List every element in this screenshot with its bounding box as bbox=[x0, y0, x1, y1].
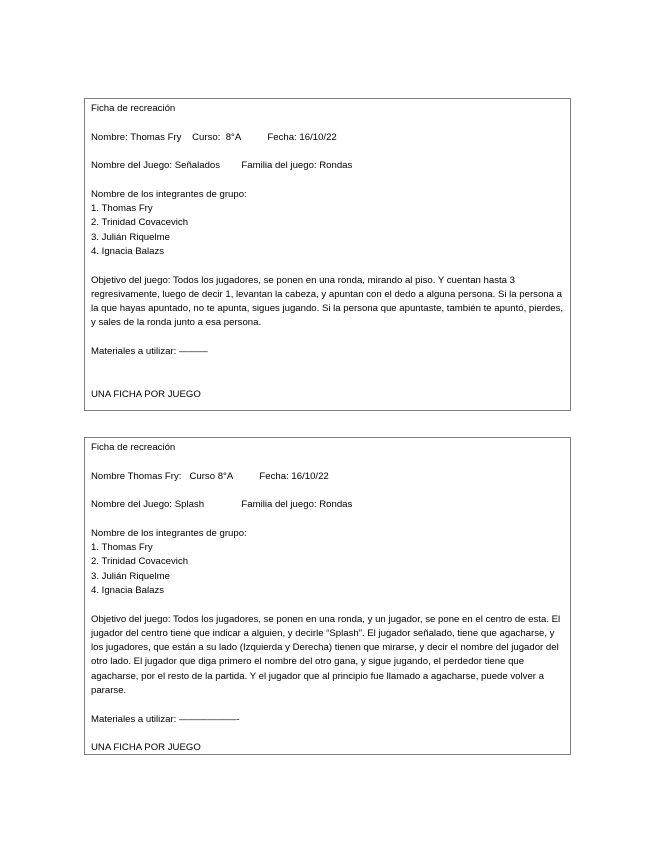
game-info-line: Nombre del Juego: Señalados Familia del juego: Rondas bbox=[91, 160, 353, 172]
member-item: 2. Trinidad Covacevich bbox=[91, 556, 189, 568]
student-info-line: Nombre Thomas Fry: Curso 8°A Fecha: 16/10/22 bbox=[91, 470, 329, 482]
materials-line: Materiales a utilizar: ——————- bbox=[91, 713, 240, 725]
members-label: Nombre de los integrantes de grupo: bbox=[91, 188, 247, 200]
member-item: 4. Ignacia Balazs bbox=[91, 584, 165, 596]
student-info-line: Nombre: Thomas Fry Curso: 8°A Fecha: 16/10/22 bbox=[91, 131, 337, 143]
card-footer: UNA FICHA POR JUEGO bbox=[91, 388, 201, 400]
member-item: 3. Julián Riquelme bbox=[91, 570, 170, 582]
materials-line: Materiales a utilizar: ——— bbox=[91, 346, 208, 358]
game-objective: Objetivo del juego: Todos los jugadores, se ponen en una ronda, mirando al piso. Y cuentan hasta 3 regresivamente, luego de decir 1, levantan la cabeza, y apuntan con el dedo a alguna persona. Si la persona a la que hayas apuntado, no te apunta, sigues jugando. Si la persona que apuntaste, también te apuntó, pierdes, y sales de la ronda junto a esa persona. bbox=[91, 274, 564, 329]
recreation-card-2 bbox=[84, 437, 571, 755]
members-label: Nombre de los integrantes de grupo: bbox=[91, 527, 247, 539]
member-item: 2. Trinidad Covacevich bbox=[91, 217, 189, 229]
member-item: 1. Thomas Fry bbox=[91, 542, 153, 554]
recreation-card-1 bbox=[84, 98, 571, 411]
card-title: Ficha de recreación bbox=[91, 442, 176, 453]
card-footer: UNA FICHA POR JUEGO bbox=[91, 742, 201, 754]
game-objective: Objetivo del juego: Todos los jugadores, se ponen en una ronda, y un jugador, se pone en el centro de esta. El jugador del centro tiene que indicar a alguien, y decirle “Splash”. El jugador señalado, tiene que agacharse, y los jugadores, que están a su lado (Izquierda y Derecha) tienen que mirarse, y decir el nombre del jugador del otro lado. El jugador que diga primero el nombre del otro gana, y sigue jugando, el perdedor tiene que agacharse, por el resto de la partida. Y el jugador que al principio fue llamado a agacharse, puede volver a pararse. bbox=[91, 613, 561, 697]
member-item: 1. Thomas Fry bbox=[91, 203, 153, 215]
member-item: 4. Ignacia Balazs bbox=[91, 245, 165, 257]
card-title: Ficha de recreación bbox=[91, 103, 176, 114]
member-item: 3. Julián Riquelme bbox=[91, 231, 170, 243]
game-info-line: Nombre del Juego: Splash Familia del juego: Rondas bbox=[91, 499, 353, 511]
